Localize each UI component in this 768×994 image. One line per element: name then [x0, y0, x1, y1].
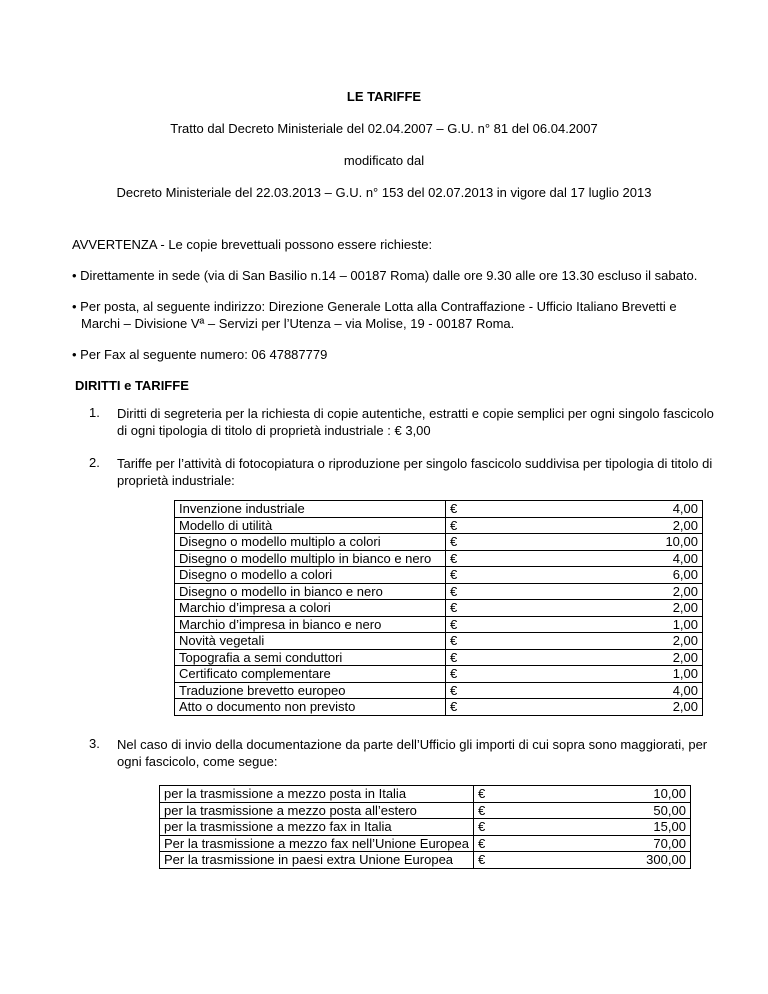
row-label: Disegno o modello multiplo a colori [175, 534, 446, 551]
currency-symbol: € [446, 666, 567, 683]
row-amount: 2,00 [566, 649, 703, 666]
row-label: Disegno o modello in bianco e nero [175, 583, 446, 600]
page-title: LE TARIFFE [346, 89, 422, 104]
currency-symbol: € [446, 649, 567, 666]
row-label: Modello di utilità [175, 517, 446, 534]
table-row [160, 835, 691, 852]
table-row [175, 583, 703, 600]
item-text: Diritti di segreteria per la richiesta di copie autentiche, estratti e copie semplici per ogni singolo fascicolo di ogni tipologia di titolo di proprietà industriale : € 3,00 [117, 406, 714, 438]
currency-symbol: € [446, 567, 567, 584]
row-amount: 2,00 [566, 517, 703, 534]
row-label: Certificato complementare [175, 666, 446, 683]
row-amount: 70,00 [562, 835, 691, 852]
row-label: Topografia a semi conduttori [175, 649, 446, 666]
row-amount: 10,00 [562, 786, 691, 803]
row-label: Per la trasmissione in paesi extra Unione Europea [160, 852, 474, 869]
currency-symbol: € [446, 550, 567, 567]
currency-symbol: € [446, 501, 567, 518]
row-label: per la trasmissione a mezzo posta all’estero [160, 802, 474, 819]
row-amount: 300,00 [562, 852, 691, 869]
tariff-table [174, 500, 703, 716]
row-amount: 2,00 [566, 600, 703, 617]
item-number: 3. [89, 736, 100, 751]
currency-symbol: € [473, 819, 562, 836]
row-amount: 2,00 [566, 699, 703, 716]
row-label: Invenzione industriale [175, 501, 446, 518]
avvertenza-intro: AVVERTENZA - Le copie brevettuali possono essere richieste: [72, 237, 433, 252]
avvertenza-bullet-3: • Per Fax al seguente numero: 06 47887779 [72, 347, 328, 362]
avvertenza-bullet-1: • Direttamente in sede (via di San Basilio n.14 – 00187 Roma) dalle ore 9.30 alle ore 13.30 escluso il sabato. [72, 268, 698, 283]
decree-line-2: modificato dal [343, 153, 425, 168]
currency-symbol: € [473, 786, 562, 803]
row-amount: 15,00 [562, 819, 691, 836]
currency-symbol: € [473, 835, 562, 852]
currency-symbol: € [446, 534, 567, 551]
row-label: Marchio d’impresa a colori [175, 600, 446, 617]
table-row [160, 819, 691, 836]
row-amount: 50,00 [562, 802, 691, 819]
table-row [175, 534, 703, 551]
currency-symbol: € [446, 699, 567, 716]
table-row [160, 852, 691, 869]
shipping-surcharge-table [159, 785, 691, 869]
row-amount: 4,00 [566, 501, 703, 518]
table-row [175, 517, 703, 534]
table-row [175, 600, 703, 617]
row-label: Traduzione brevetto europeo [175, 682, 446, 699]
decree-line-3: Decreto Ministeriale del 22.03.2013 – G.U. n° 153 del 02.07.2013 in vigore dal 17 luglio 2013 [116, 185, 652, 200]
row-amount: 4,00 [566, 682, 703, 699]
table-row [175, 699, 703, 716]
table-row [175, 666, 703, 683]
avvertenza-bullet-2-line-1: • Per posta, al seguente indirizzo: Direzione Generale Lotta alla Contraffazione - Ufficio Italiano Brevetti e [72, 299, 677, 314]
currency-symbol: € [446, 517, 567, 534]
table-row [175, 649, 703, 666]
row-label: Per la trasmissione a mezzo fax nell’Unione Europea [160, 835, 474, 852]
item-number: 1. [89, 405, 100, 420]
currency-symbol: € [446, 682, 567, 699]
row-label: per la trasmissione a mezzo posta in Italia [160, 786, 474, 803]
item-text: Tariffe per l’attività di fotocopiatura o riproduzione per singolo fascicolo suddivisa per tipologia di titolo di proprietà industriale: [117, 456, 713, 488]
currency-symbol: € [473, 852, 562, 869]
row-amount: 2,00 [566, 633, 703, 650]
row-label: Marchio d’impresa in bianco e nero [175, 616, 446, 633]
row-amount: 1,00 [566, 666, 703, 683]
table-row [160, 786, 691, 803]
row-amount: 2,00 [566, 583, 703, 600]
decree-line-1: Tratto dal Decreto Ministeriale del 02.04.2007 – G.U. n° 81 del 06.04.2007 [170, 121, 598, 136]
table-row [175, 550, 703, 567]
item-text: Nel caso di invio della documentazione da parte dell’Ufficio gli importi di cui sopra sono maggiorati, per ogni fascicolo, come segue: [117, 737, 708, 769]
row-label: Atto o documento non previsto [175, 699, 446, 716]
currency-symbol: € [446, 633, 567, 650]
row-amount: 10,00 [566, 534, 703, 551]
table-row [175, 633, 703, 650]
section-title: DIRITTI e TARIFFE [75, 378, 189, 393]
row-amount: 1,00 [566, 616, 703, 633]
row-label: Disegno o modello multiplo in bianco e nero [175, 550, 446, 567]
table-row [175, 501, 703, 518]
row-amount: 4,00 [566, 550, 703, 567]
currency-symbol: € [473, 802, 562, 819]
table-row [175, 616, 703, 633]
table-row [160, 802, 691, 819]
row-label: Disegno o modello a colori [175, 567, 446, 584]
row-label: per la trasmissione a mezzo fax in Italia [160, 819, 474, 836]
currency-symbol: € [446, 616, 567, 633]
table-row [175, 567, 703, 584]
table-row [175, 682, 703, 699]
currency-symbol: € [446, 583, 567, 600]
avvertenza-bullet-2-line-2: Marchi – Divisione Vª – Servizi per l’Utenza – via Molise, 19 - 00187 Roma. [81, 316, 515, 331]
row-label: Novità vegetali [175, 633, 446, 650]
item-number: 2. [89, 455, 100, 470]
currency-symbol: € [446, 600, 567, 617]
row-amount: 6,00 [566, 567, 703, 584]
